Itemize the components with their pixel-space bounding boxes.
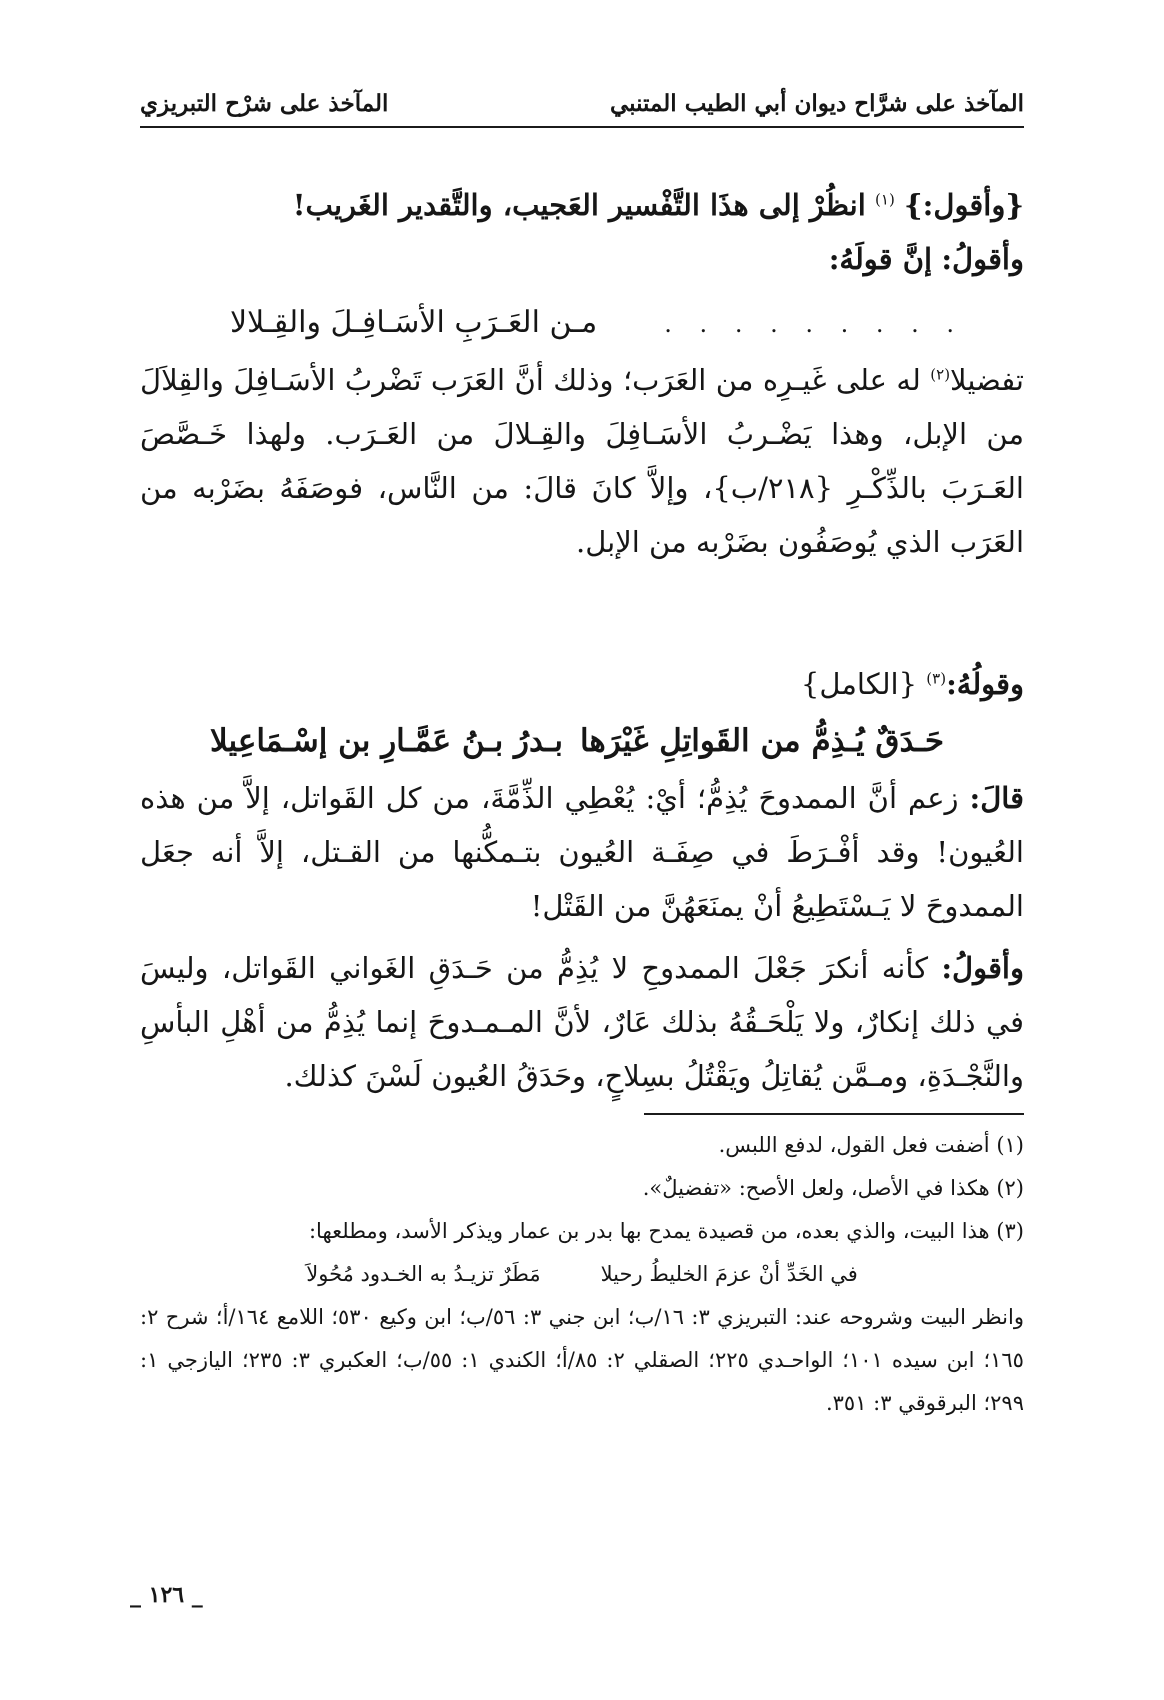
- paragraph-1: [140, 178, 1024, 232]
- paragraph-4: [140, 657, 1024, 711]
- footnote-3-verse-second: مَطَرٌ تزيـدُ به الخـدود مُحُولاَ: [306, 1262, 541, 1286]
- quoted-verse-fragment: [140, 294, 1024, 353]
- footnote-3: (٣) هذا البيت، والذي بعده، من قصيدة يمدح بها بدر بن عمار ويذكر الأسد، ومطلعها:: [308, 1219, 1024, 1243]
- poem-verse: [140, 711, 1024, 771]
- paragraph-6: [140, 941, 1024, 1103]
- footnote-3-references: وانظر البيت وشروحه عند: التبريزي ٣: ١٦/ب؛ ابن جني ٣: ٥٦/ب؛ ابن وكيع ٥٣٠؛ اللامع ١٦٤/أ؛ شرح ٢: ١٦٥؛ ابن سيده ١٠١؛ الواحـدي ٢٢٥؛ الصقلي ٢: ٨٥/أ؛ الكندي ١: ٥٥/ب؛ العكبري ٣: ٢٣٥؛ اليازجي ١: ٢٩٩؛ البرقوقي ٣: ٣٥١.: [140, 1305, 1024, 1415]
- paragraph-5-lead: قالَ:: [969, 781, 1025, 815]
- paragraph-1-lead: {وأقول:}: [904, 188, 1024, 222]
- paragraph-1-text: انظُرْ إلى هذَا التَّفْسير العَجيب، والتَّقدير الغَريب!: [292, 188, 866, 222]
- paragraph-6-text: كأنه أنكرَ جَعْلَ الممدوحِ لا يُذِمُّ من حَـدَقِ الغَواني القَواتل، وليسَ في ذلك إنكارٌ، ولا يَلْحَـقُهُ بذلك عَارٌ، لأنَّ المـمـدوحَ إنما يُذِمُّ من أهْلِ البأسِ والنَّجْـدَةِ، ومـمَّن يُقاتِلُ ويَقْتُلُ بسِلاحٍ، وحَدَقُ العُيون لَسْنَ كذلك.: [140, 951, 1024, 1093]
- paragraph-2-lead: وأقولُ:: [941, 242, 1024, 276]
- paragraph-3-text: له على غَيـرِه من العَرَب؛ وذلك أنَّ العَرَب تَضْربُ الأسَـافِلَ والقِلاَلَ من الإبل، وهذا يَضْـربُ الأسَـافِلَ والقِـلالَ من العَـرَب. ولهذا خَـصَّصَ العَـرَبَ بالذِّكْـرِ {٢١٨/ب}، وإلاَّ كانَ قالَ: من النَّاس، فوصَفَهُ بضَرْبه من العَرَب الذي يُوصَفُون بضَرْبه من الإبل.: [140, 363, 1024, 559]
- paragraph-5-text: زعم أنَّ الممدوحَ يُذِمُّ؛ أيْ: يُعْطِي الذِّمَّةَ، من كل القَواتل، إلاَّ من هذه العُيون! وقد أفْـرَطَ في صِفَـة العُيون بتـمكُّنها من القـتل، إلاَّ أنه جعَل الممدوحَ لا يَـسْتَطِيعُ أنْ يمنَعَهُنَّ من القَتْل!: [140, 781, 1024, 923]
- paragraph-3: [140, 353, 1024, 569]
- page-number: _ ١٢٦ _: [130, 1582, 203, 1608]
- footnote-ref-1: (١): [875, 190, 895, 209]
- footnote-separator: [644, 1113, 1024, 1115]
- footnote-3-verse-first: في الخَدِّ أنْ عزمَ الخليطُ رحيلا: [600, 1262, 858, 1286]
- paragraph-2-text: إنَّ قولَهُ:: [828, 242, 933, 276]
- paragraph-2: [140, 232, 1024, 286]
- footnote-3-verse: [140, 1253, 1024, 1296]
- paragraph-4-lead: وقولُهُ:: [946, 667, 1024, 701]
- footnote-ref-2: (٢): [930, 365, 951, 384]
- footnote-1: (١) أضفت فعل القول، لدفع اللبس.: [718, 1133, 1024, 1157]
- running-header: [140, 84, 1024, 128]
- header-book-title: المآخذ على شرَّاح ديوان أبي الطيب المتنبي: [610, 90, 1024, 117]
- poem-second-hemistich: بـدرُ بـنُ عَمَّـارِ بن إسْـمَاعِيلا: [210, 723, 563, 759]
- poem-meter: {الكامل}: [800, 667, 918, 701]
- paragraph-6-lead: وأقولُ:: [941, 951, 1024, 985]
- header-chapter-title: المآخذ على شرْح التبريزي: [140, 90, 389, 117]
- main-text: [140, 178, 1024, 1103]
- footnote-2: (٢) هكذا في الأصل، ولعل الأصح: «تفضيلٌ».: [642, 1176, 1024, 1200]
- paragraph-5: [140, 771, 1024, 933]
- poem-first-hemistich: حَـدَقٌ يُـذِمُّ من القَواتِلِ غَيْرَها: [579, 723, 944, 759]
- verse-omission-dots: . . . . . . . . .: [664, 310, 964, 338]
- verse-fragment-text: مـن العَـرَبِ الأسَـافِـلَ والقِـلالا: [230, 305, 598, 340]
- footnote-ref-3: (٣): [926, 669, 947, 688]
- paragraph-3-start: تفضيلا: [950, 363, 1024, 397]
- footnotes: [140, 1124, 1024, 1425]
